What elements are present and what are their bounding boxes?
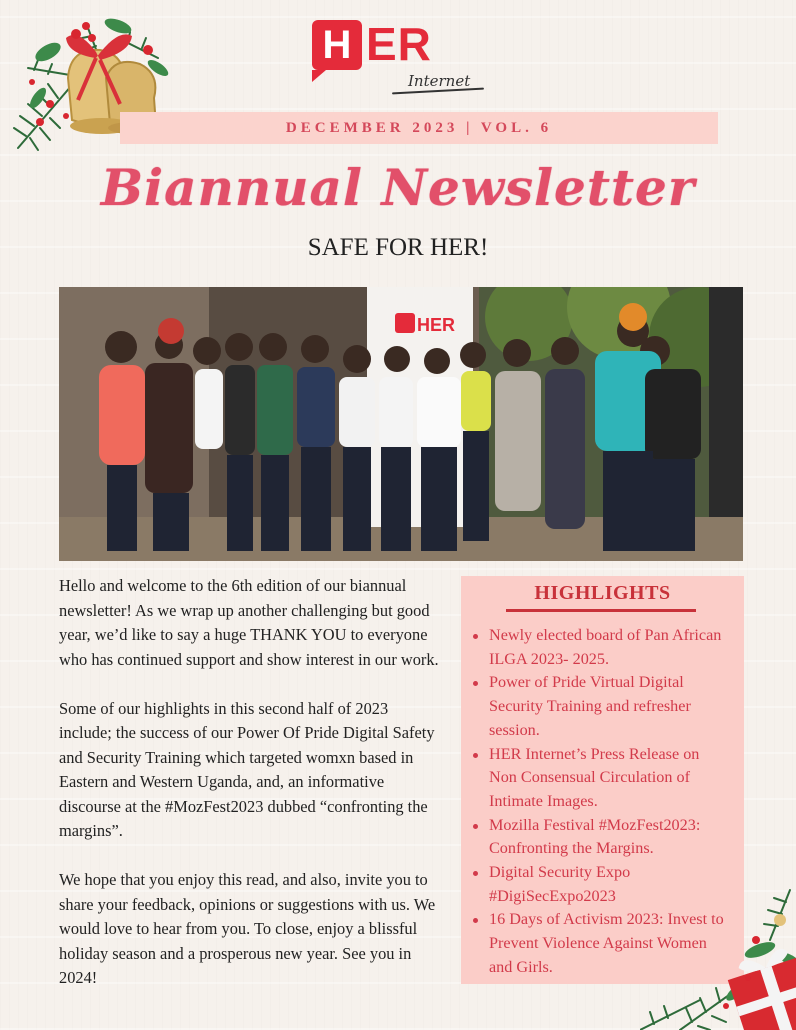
logo-subtitle: Internet xyxy=(408,72,471,90)
highlight-item: 16 Days of Activism 2023: Invest to Prevent Violence Against Women and Girls. xyxy=(469,908,731,979)
highlight-item: Digital Security Expo #DigiSecExpo2023 xyxy=(469,861,731,908)
highlights-underline xyxy=(506,609,696,612)
logo-mark: H xyxy=(312,20,362,70)
highlight-item: HER Internet’s Press Release on Non Consensual Circulation of Intimate Images. xyxy=(469,743,731,814)
photo-banner-logo: HER xyxy=(417,315,456,335)
intro-paragraph: Hello and welcome to the 6th edition of our biannual newsletter! As we wrap up another challenging but good year, we’d like to say a huge THANK YOU to everyone who has continued support and show interest in our work. xyxy=(59,576,439,669)
newsletter-title: Biannual Newsletter xyxy=(100,158,696,217)
intro-paragraph: Some of our highlights in this second half of 2023 include; the success of our Power Of Pride Digital Safety and Security Training which targeted womxn based in Eastern and Western Uganda, and, an informative discourse at the #MozFest2023 dubbed “confronting the margins”. xyxy=(59,698,435,840)
christmas-gift-icon xyxy=(640,880,796,1030)
group-photo xyxy=(59,287,743,561)
highlight-item: Power of Pride Virtual Digital Security Training and refresher session. xyxy=(469,671,731,742)
logo-name: ER xyxy=(366,18,432,70)
highlight-item: Newly elected board of Pan African ILGA 2023- 2025. xyxy=(469,624,731,671)
highlights-title: HIGHLIGHTS xyxy=(534,582,671,604)
her-internet-logo xyxy=(300,14,500,100)
issue-banner: DECEMBER 2023 | VOL. 6 xyxy=(120,112,718,144)
intro-paragraph: We hope that you enjoy this read, and also, invite you to share your feedback, opinions or suggestions with us. We would love to hear from you. To close, enjoy a blissful holiday season and a prosperous new year. See you in 2024! xyxy=(59,870,436,987)
intro-text xyxy=(59,574,439,1015)
highlight-item: Mozilla Festival #MozFest2023: Confronting the Margins. xyxy=(469,814,731,861)
newsletter-subtitle: SAFE FOR HER! xyxy=(307,234,489,261)
